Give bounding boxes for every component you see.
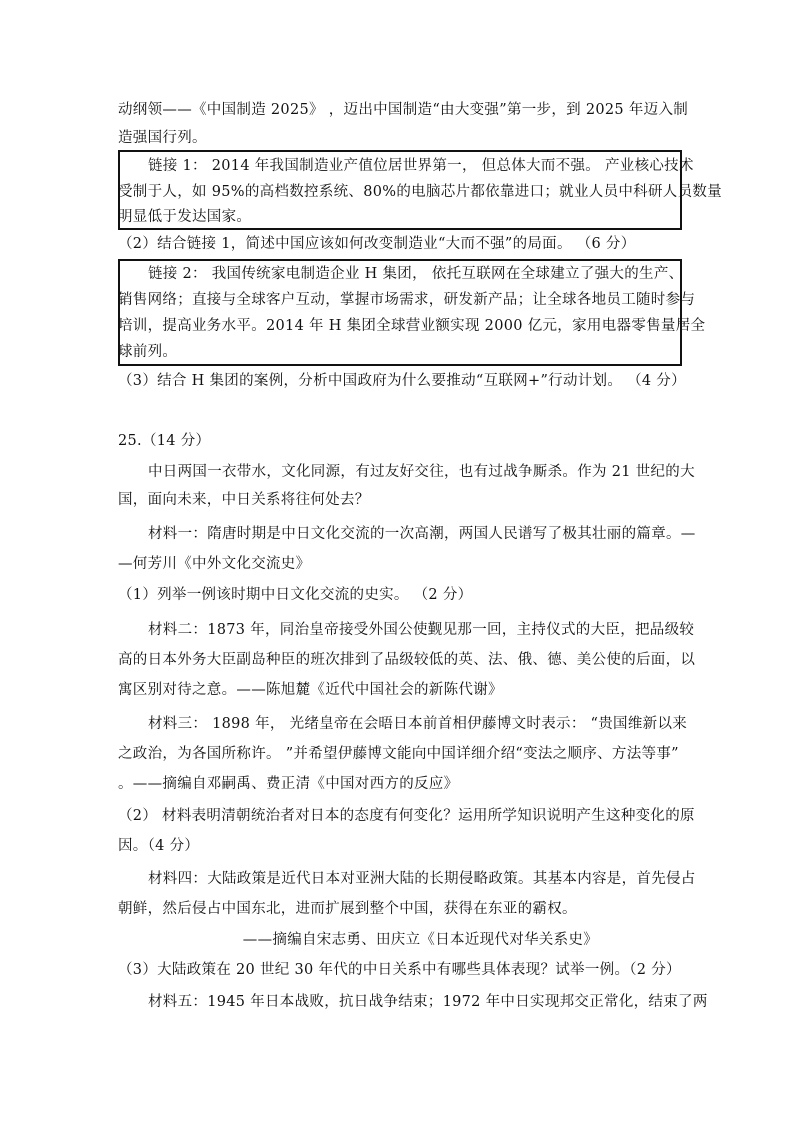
material-2: 高的日本外务大臣副岛种臣的班次排到了品级较低的英、法、俄、德、美公使的后面，以	[118, 652, 696, 668]
material-2: 材料二：1873 年，同治皇帝接受外国公使觐见那一回，主持仪式的大臣，把品级较	[148, 622, 695, 638]
link-1-line: 明显低于发达国家。	[118, 209, 252, 225]
material-3: 。——摘编自邓嗣禹、费正清《中国对西方的反应》	[118, 776, 459, 792]
question-3: （3）结合 H 集团的案例，分析中国政府为什么要推动“互联网+”行动计划。 （4 分）	[118, 373, 686, 389]
question-25-2: 因。（4 分）	[118, 838, 200, 854]
intro-line: 国，面向未来，中日关系将往何处去？	[118, 492, 370, 508]
question-2: （2）结合链接 1，简述中国应该如何改变制造业“大而不强”的局面。 （6 分）	[118, 236, 636, 252]
question-25-2: （2） 材料表明清朝统治者对日本的态度有何变化？运用所学知识说明产生这种变化的原	[118, 808, 695, 824]
link-2-line: 培训，提高业务水平。2014 年 H 集团全球营业额实现 2000 亿元，家用电器零售量居全	[118, 318, 706, 334]
link-2-line: 销售网络；直接与全球客户互动，掌握市场需求，研发新产品；让全球各地员工随时参与	[118, 292, 696, 308]
link-1-line: 链接 1： 2014 年我国制造业产值位居世界第一， 但总体大而不强。 产业核心技术	[148, 158, 694, 174]
link-2-line: 球前列。	[118, 344, 178, 360]
material-3: 材料三： 1898 年， 光绪皇帝在会晤日本前首相伊藤博文时表示： “贵国维新以来	[148, 716, 688, 732]
intro-line: 中日两国一衣带水，文化同源，有过友好交往，也有过战争厮杀。作为 21 世纪的大	[148, 464, 695, 480]
material-3: 之政治，为各国所称许。 ”并希望伊藤博文能向中国详细介绍“变法之顺序、方法等事”	[118, 746, 679, 762]
text-line: 动纲领——《中国制造 2025》 ，迈出中国制造“由大变强”第一步，到 2025 年迈入制	[118, 102, 689, 118]
material-4: 朝鲜，然后侵占中国东北，进而扩展到整个中国，获得在东亚的霸权。	[118, 901, 577, 917]
material-4-source: ——摘编自宋志勇、田庆立《日本近现代对华关系史》	[242, 932, 598, 948]
link-2-line: 链接 2： 我国传统家电制造企业 H 集团， 依托互联网在全球建立了强大的生产、	[148, 266, 684, 282]
question-25-1: （1）列举一例该时期中日文化交流的史实。 （2 分）	[118, 587, 473, 603]
material-1: 材料一：隋唐时期是中日文化交流的一次高潮，两国人民谱写了极其壮丽的篇章。—	[148, 526, 696, 542]
material-1: —何芳川《中外文化交流史》	[118, 556, 311, 572]
material-5: 材料五：1945 年日本战败，抗日战争结束；1972 年中日实现邦交正常化，结束了两	[148, 994, 708, 1010]
material-2: 寓区别对待之意。——陈旭麓《近代中国社会的新陈代谢》	[118, 682, 503, 698]
question-25-3: （3）大陆政策在 20 世纪 30 年代的中日关系中有哪些具体表现？试举一例。（2 分）	[118, 962, 681, 978]
link-1-line: 受制于人，如 95%的高档数控系统、80%的电脑芯片都依靠进口；就业人员中科研人员数量	[118, 184, 722, 200]
question-25-heading: 25.（14 分）	[118, 433, 211, 449]
material-4: 材料四：大陆政策是近代日本对亚洲大陆的长期侵略政策。其基本内容是，首先侵占	[148, 871, 696, 887]
text-line: 造强国行列。	[118, 130, 207, 146]
